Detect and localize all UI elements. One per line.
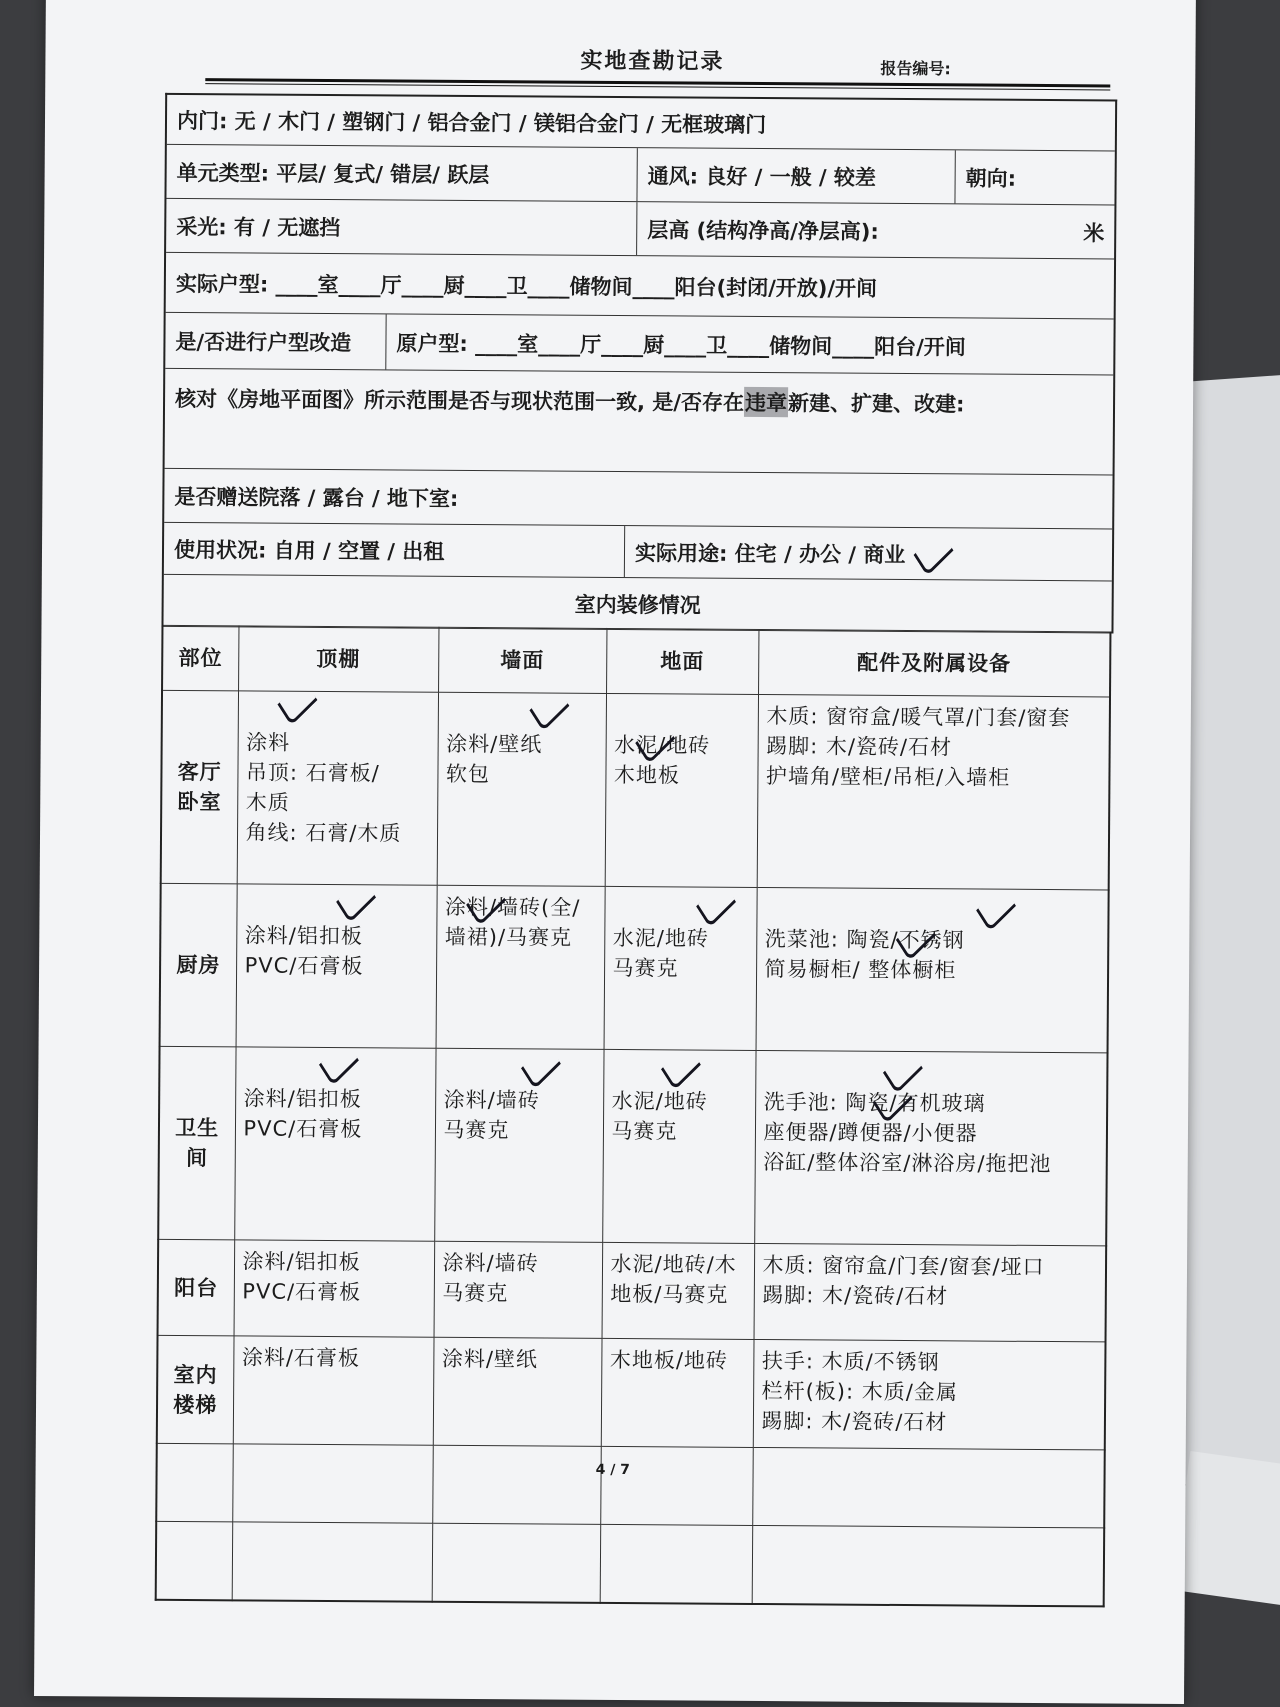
floor-cell: 水泥/地砖/木地板/马赛克 bbox=[602, 1242, 755, 1339]
header-floor: 地面 bbox=[606, 628, 758, 694]
floor-text: 水泥/地砖 木地板 bbox=[613, 732, 711, 788]
empty-cell bbox=[752, 1447, 1105, 1527]
decoration-table bbox=[155, 625, 1112, 1607]
ceiling-cell bbox=[234, 1047, 435, 1241]
ceiling-cell bbox=[236, 884, 437, 1048]
table-row bbox=[161, 690, 1110, 890]
table-row bbox=[157, 1335, 1106, 1450]
part-cell: 卫生 间 bbox=[158, 1046, 235, 1240]
table-row bbox=[158, 1046, 1107, 1246]
page-title: 实地查勘记录 bbox=[580, 48, 725, 75]
table-row-empty bbox=[156, 1443, 1105, 1528]
gift-row bbox=[164, 469, 1112, 530]
floor-cell: 木地板/地砖 bbox=[601, 1338, 754, 1447]
header-ceiling: 顶棚 bbox=[238, 626, 438, 692]
floor-height-label: 层高 (结构净高/净层高): bbox=[647, 217, 879, 244]
usage-status-field: 使用状况: 自用 / 空置 / 出租 bbox=[173, 537, 445, 564]
inner-door-field: 内门: 无 / 木门 / 塑钢门 / 铝合金门 / 镁铝合金门 / 无框玻璃门 bbox=[176, 108, 767, 137]
survey-form-page bbox=[34, 0, 1196, 1704]
ceiling-text: 涂料/铝扣板 PVC/石膏板 bbox=[244, 923, 364, 979]
wall-cell bbox=[434, 1048, 603, 1242]
floor-cell bbox=[602, 1049, 755, 1243]
fittings-cell bbox=[754, 1050, 1107, 1245]
lighting-field: 采光: 有 / 无遮挡 bbox=[176, 214, 341, 240]
verify-text-suffix: 新建、扩建、改建: bbox=[787, 391, 965, 417]
checkmark-icon bbox=[913, 529, 953, 577]
fittings-text: 洗手池: 陶瓷/有机玻璃 座便器/蹲便器/小便器 浴缸/整体浴室/淋浴房/拖把池 bbox=[763, 1090, 1052, 1177]
fittings-cell bbox=[756, 887, 1109, 1052]
fittings-cell: 扶手: 木质/不锈钢 栏杆(板): 木质/金属 踢脚: 木/瓷砖/石材 bbox=[753, 1339, 1106, 1449]
empty-cell bbox=[600, 1524, 753, 1603]
ceiling-cell bbox=[237, 691, 438, 885]
actual-layout-row bbox=[166, 253, 1114, 320]
part-cell: 室内 楼梯 bbox=[157, 1335, 234, 1444]
lighting-row bbox=[166, 199, 1114, 260]
inner-door-row bbox=[167, 95, 1115, 152]
verify-row bbox=[165, 369, 1114, 476]
fittings-cell: 木质: 窗帘盒/门套/窗套/垭口 踢脚: 木/瓷砖/石材 bbox=[754, 1243, 1107, 1341]
ventilation-field: 通风: 良好 / 一般 / 较差 bbox=[636, 148, 954, 203]
floor-height-cell bbox=[636, 202, 1114, 258]
decoration-title: 室内装修情况 bbox=[574, 592, 701, 618]
table-row bbox=[158, 1239, 1107, 1342]
empty-cell bbox=[432, 1523, 601, 1602]
header-part: 部位 bbox=[162, 625, 238, 691]
wall-text: 涂料/墙砖(全/墙裙)/马赛克 bbox=[444, 894, 581, 950]
renovation-field: 是/否进行户型改造 bbox=[175, 329, 352, 355]
floor-text: 水泥/地砖 马赛克 bbox=[611, 1088, 708, 1144]
actual-use-field bbox=[624, 526, 1112, 580]
table-row bbox=[160, 883, 1109, 1053]
ceiling-text: 涂料 吊顶: 石膏板/ 木质 角线: 石膏/木质 bbox=[245, 730, 402, 846]
part-cell: 客厅 卧室 bbox=[161, 690, 238, 884]
floor-cell bbox=[605, 693, 758, 887]
page-number: 4 / 7 bbox=[595, 1461, 631, 1479]
ceiling-cell: 涂料/石膏板 bbox=[233, 1336, 434, 1445]
checkmark-icon bbox=[695, 880, 735, 928]
empty-cell bbox=[156, 1521, 233, 1600]
wall-cell: 涂料/墙砖 马赛克 bbox=[434, 1241, 603, 1338]
unit-type-row bbox=[166, 145, 1114, 206]
table-row-empty bbox=[156, 1521, 1105, 1606]
wall-cell bbox=[437, 692, 606, 886]
checkmark-icon bbox=[466, 879, 506, 927]
empty-cell bbox=[432, 1445, 601, 1524]
gift-field: 是否赠送院落 / 露台 / 地下室: bbox=[174, 484, 459, 511]
decoration-table-wrap bbox=[155, 625, 1112, 1607]
header-fittings: 配件及附属设备 bbox=[758, 629, 1110, 696]
original-layout-row bbox=[165, 313, 1113, 376]
original-layout-field: 原户型: ____室____厅____厨____卫____储物间____阳台/开间 bbox=[385, 314, 1113, 374]
fittings-cell: 木质: 窗帘盒/暖气罩/门套/窗套 踢脚: 木/瓷砖/石材 护墙角/壁柜/吊柜/入墙柜 bbox=[757, 694, 1110, 889]
checkmark-icon bbox=[635, 717, 675, 765]
checkmark-icon bbox=[895, 914, 935, 962]
checkmark-icon bbox=[975, 884, 1015, 932]
fittings-text: 洗菜池: 陶瓷/不锈钢 简易橱柜/ 整体橱柜 bbox=[764, 927, 965, 983]
checkmark-icon bbox=[520, 1042, 560, 1090]
verify-field bbox=[165, 369, 1114, 475]
wall-cell: 涂料/壁纸 bbox=[433, 1337, 602, 1446]
wall-cell bbox=[436, 885, 605, 1049]
floor-cell bbox=[604, 886, 757, 1050]
verify-text-prefix: 核对《房地平面图》所示范围是否与现状范围一致, 是/否存在 bbox=[174, 386, 745, 415]
unit-type-field: 单元类型: 平层/ 复式/ 错层/ 跃层 bbox=[176, 160, 490, 187]
ceiling-text: 涂料/铝扣板 PVC/石膏板 bbox=[243, 1086, 363, 1142]
property-form bbox=[161, 93, 1117, 634]
part-cell: 阳台 bbox=[158, 1239, 235, 1336]
empty-cell bbox=[232, 1444, 433, 1523]
empty-cell bbox=[156, 1443, 233, 1522]
report-number-label: 报告编号: bbox=[880, 58, 951, 79]
ceiling-cell: 涂料/铝扣板 PVC/石膏板 bbox=[234, 1240, 435, 1337]
background-paper-corner bbox=[1171, 1451, 1280, 1609]
empty-cell bbox=[752, 1525, 1105, 1605]
empty-cell bbox=[600, 1446, 753, 1525]
empty-cell bbox=[232, 1522, 433, 1601]
floor-text: 水泥/地砖 马赛克 bbox=[612, 925, 709, 981]
decoration-title-row bbox=[163, 575, 1111, 634]
actual-use-text: 实际用途: 住宅 / 办公 / 商业 bbox=[634, 540, 906, 567]
actual-layout-field: 实际户型: ____室____厅____厨____卫____储物间____阳台(封闭/开放)/开间 bbox=[175, 271, 878, 301]
header-wall: 墙面 bbox=[438, 627, 606, 693]
orientation-field: 朝向: bbox=[954, 150, 1114, 204]
verify-highlight: 违章 bbox=[744, 387, 788, 417]
wall-text: 涂料/墙砖 马赛克 bbox=[443, 1087, 540, 1143]
floor-height-unit: 米 bbox=[1083, 220, 1105, 245]
wall-text: 涂料/壁纸 软包 bbox=[445, 731, 543, 787]
checkmark-icon bbox=[660, 1043, 700, 1091]
part-cell: 厨房 bbox=[160, 883, 237, 1047]
usage-row bbox=[164, 523, 1112, 582]
